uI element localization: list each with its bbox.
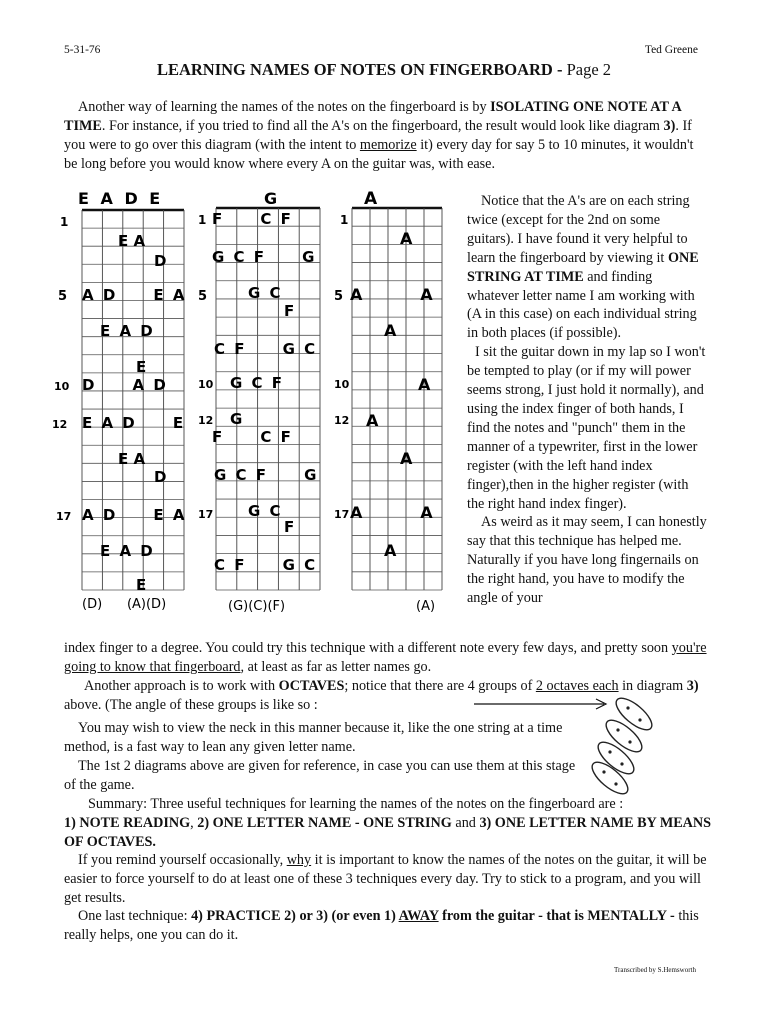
- continuation-text-2: , at least as far as letter names go.: [240, 658, 432, 675]
- diagram-2-row-8: F C F: [212, 428, 293, 446]
- last-underline-bold: AWAY: [398, 908, 439, 924]
- diagram-3-fret-12: 12: [334, 414, 350, 427]
- intro-bold-1: ISOLATING ONE NOTE AT A TIME: [64, 99, 681, 134]
- last-bold-2: from the guitar - that is MENTALLY -: [438, 908, 675, 924]
- sidebar-paragraph-3: As weird as it may seem, I can honestly say that this technique has helped me. Naturally if you have long fingernails on the right hand, you have to modify the angle of your: [467, 514, 707, 607]
- octaves-text-3: in diagram: [618, 678, 687, 694]
- diagram-1-row-8: E A D E: [82, 414, 186, 432]
- header-date: 5-31-76: [64, 44, 101, 56]
- diagram-2-fret-5: 5: [198, 289, 208, 304]
- diagram-2-caption: (G)(C)(F): [228, 599, 286, 614]
- intro-text-2: . For instance, if you tried to find all the A's on the fingerboard, the result would look like diagram: [101, 117, 664, 134]
- sidebar-text: [467, 192, 707, 608]
- intro-text-1: Another way of learning the names of the notes on the fingerboard is by: [78, 99, 491, 115]
- diagram-3-fret-5: 5: [334, 289, 344, 304]
- sidebar-s1: Notice that the A's are on each string twice (except for the 2nd on some guitars). I have found it very helpful to learn the fingerboard by viewing it: [467, 193, 690, 266]
- octave-group-oval: [593, 737, 638, 779]
- diagram-2-fret-17: 17: [198, 508, 214, 521]
- diagram-1-row-11: A D E A: [82, 506, 187, 524]
- diagram-3-row-1: A: [400, 229, 413, 248]
- diagram-1-row-7: D A D: [82, 376, 168, 394]
- remind-underline: why: [286, 852, 312, 868]
- diagram-3-fret-17: 17: [334, 508, 350, 521]
- diagram-3-row-4: A: [418, 375, 431, 394]
- octaves-text-4: above. (The angle of these groups is like so :: [64, 696, 318, 713]
- sidebar-paragraph-1: [467, 192, 707, 343]
- diagram-1-caption: (D) (A)(D): [82, 597, 167, 612]
- diagram-2-fret-12: 12: [198, 414, 214, 427]
- diagram-1-row-5: E A D: [100, 322, 155, 340]
- remind-text-1: If you remind yourself occasionally,: [78, 852, 287, 868]
- diagram-1-row-10: D: [154, 468, 167, 486]
- diagram-2-row-4: F: [284, 302, 295, 320]
- diagram-1-row-4: A D E A: [82, 286, 187, 304]
- diagram-1-row-9: E A: [118, 450, 146, 468]
- diagram-1-row-12: E A D: [100, 542, 155, 560]
- diagram-1-grid: [82, 210, 187, 590]
- summary-lead: Summary: Three useful techniques for learning the names of the notes on the fingerboard are :: [88, 796, 624, 812]
- remind-paragraph: [64, 851, 714, 908]
- header-author: Ted Greene: [644, 44, 698, 56]
- sidebar-paragraph-2: I sit the guitar down in my lap so I won't be tempted to play (or if my will power seems strong, I just hold it normally), and using the index finger of both hands, I find the notes and "punch" them in the manner of a typewriter, first in the lower register (with the left hand index finger),then in the higher register (with the right hand index finger).: [467, 344, 706, 512]
- diagram-1-row-6: E: [136, 358, 147, 376]
- footer-credit: Transcribed by S.Hemsworth: [614, 966, 696, 974]
- summary-and: and: [451, 814, 480, 831]
- diagram-2-fret-10: 10: [198, 378, 214, 391]
- diagram-2-row-5: C F G C: [214, 340, 318, 358]
- remind-text-2: it is important to know the names of the notes on the guitar, it will be easier to force yourself to do at least one of these 3 techniques every day. Try to stick to a program, and you will get results.: [64, 852, 707, 906]
- diagram-3-row-5: A: [366, 411, 379, 430]
- diagram-3-row-8: A: [384, 541, 397, 560]
- octave-group-oval: [587, 757, 632, 799]
- continuation-paragraph: [64, 639, 710, 677]
- intro-underline: memorize: [359, 136, 417, 153]
- octaves-bold-2: 3): [686, 678, 699, 694]
- continuation-underline: you're going to know that fingerboard: [64, 640, 707, 675]
- intro-bold-2: 3): [663, 117, 676, 134]
- page-title: [0, 60, 768, 80]
- diagram-3-row-2: A A: [350, 285, 438, 304]
- neck-paragraph: You may wish to view the neck in this manner because it, like the one string at a time method, is a fast way to lean any given letter name.: [64, 720, 563, 755]
- summary-item-1: 1) NOTE READING: [64, 814, 191, 831]
- diagram-2-row-7: G: [230, 410, 243, 428]
- continuation-text-1: index finger to a degree. You could try this technique with a different note every few days, and pretty soon: [64, 640, 672, 656]
- octaves-text-2: ; notice that there are 4 groups of: [344, 678, 536, 694]
- last-technique-paragraph: [64, 907, 714, 945]
- diagram-3-row-6: A: [400, 449, 413, 468]
- summary-separator: ,: [190, 814, 198, 831]
- sidebar-s1-tail: and finding whatever letter name I am working with (A in this case) on each individual string in both places (if possible).: [467, 268, 697, 342]
- sidebar-s1-bold: ONE STRING AT TIME: [467, 249, 699, 285]
- title-page: Page 2: [566, 60, 612, 79]
- diagram-1-row-3: D: [154, 252, 167, 270]
- octaves-underline: 2 octaves each: [535, 678, 619, 694]
- diagram-2-top: G: [264, 189, 278, 208]
- last-bold-1: 4) PRACTICE 2) or 3) (or even 1): [191, 908, 399, 924]
- summary-item-3: 3) ONE LETTER NAME BY MEANS OF OCTAVES.: [64, 814, 712, 850]
- diagram-3-top: A: [364, 189, 378, 209]
- diagram-1-fret-10: 10: [54, 380, 70, 393]
- diagram-1-fret-5: 5: [58, 289, 68, 304]
- intro-paragraph: [64, 98, 704, 174]
- reference-paragraph: The 1st 2 diagrams above are given for reference, in case you can use them at this stage of the game.: [64, 758, 576, 793]
- diagram-2-row-12: C F G C: [214, 556, 318, 574]
- diagram-3-caption: (A): [416, 599, 436, 614]
- diagram-2-row-9: G C F G: [214, 466, 319, 484]
- diagram-1-row-2: E A: [118, 232, 146, 250]
- summary-paragraph: [64, 795, 714, 852]
- diagram-2-row-11: F: [284, 518, 295, 536]
- diagram-2-row-3: G C: [248, 284, 283, 302]
- diagram-1-fret-1: 1: [60, 215, 69, 229]
- diagram-2-row-2: G C F G: [212, 248, 317, 266]
- diagram-3-row-7: A A: [350, 503, 438, 522]
- fretboard-diagrams: [48, 186, 468, 620]
- intro-text-3: . If you were to go over this diagram (with the intent to: [64, 117, 692, 153]
- title-main: LEARNING NAMES OF NOTES ON FINGERBOARD -: [156, 60, 567, 79]
- octaves-bold-1: OCTAVES: [278, 678, 345, 694]
- diagram-2-row-10: G C: [248, 502, 283, 520]
- summary-item-2: 2) ONE LETTER NAME - ONE STRING: [197, 814, 452, 831]
- diagram-1-fret-17: 17: [56, 510, 72, 523]
- diagram-2-fret-1: 1: [198, 213, 207, 227]
- last-text-2: this really helps, one you can do it.: [64, 908, 699, 943]
- diagram-1-row-13: E: [136, 576, 147, 594]
- diagram-3-fret-1: 1: [340, 213, 349, 227]
- intro-text-4: it) every day for say 5 to 10 minutes, it wouldn't be long before you would know where every A on the guitar was, with ease.: [64, 136, 694, 172]
- diagram-2-row-1: F C F: [212, 210, 293, 228]
- last-text-1: One last technique:: [78, 908, 192, 924]
- diagram-2-row-6: G C F: [230, 374, 285, 392]
- diagram-1-top: E A D E: [78, 189, 164, 208]
- diagram-3-grid: [352, 208, 442, 590]
- diagram-3-fret-10: 10: [334, 378, 350, 391]
- diagram-1-fret-12: 12: [52, 418, 68, 431]
- diagram-3-row-3: A: [384, 321, 397, 340]
- octaves-text-1: Another approach is to work with: [84, 678, 279, 694]
